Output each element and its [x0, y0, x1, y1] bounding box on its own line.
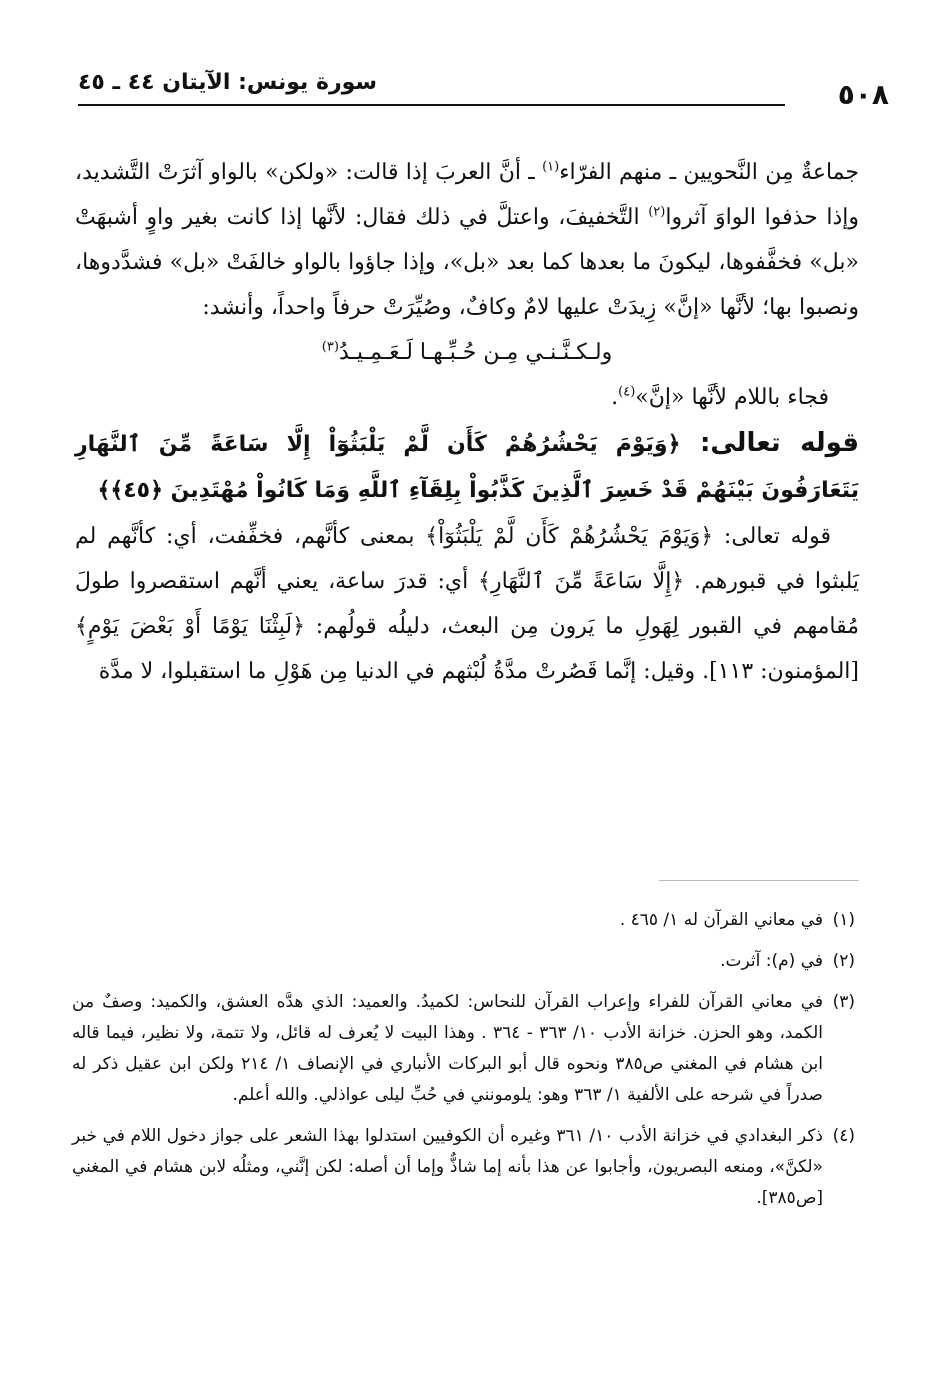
footnote-3	[72, 987, 855, 1111]
paragraph-text: التَّخفيفَ، واعتلَّ في ذلك فقال: لأنَّها إذا كانت بغير واوٍ أشبهَتْ «بل» فخفَّفوها، ليكونَ ما بعدها كما بعد «بل»، وإذا جاؤوا بالواو خالفَتْ «بل» فشدَّدوها، ونصبوا بها؛ لأنَّها «إنَّ» زِيدَتْ عليها لامٌ وكافٌ، وصُيِّرَتْ حرفاً واحداً، وأنشد:	[75, 205, 859, 320]
tafsir-commentary: قوله تعالى: ﴿وَيَوْمَ يَحْشُرُهُمْ كَأَن لَّمْ يَلْبَثُوٓاْ﴾ بمعنى كأنَّهم، فخفِّفت، أي: كأنَّهم لم يَلبثوا في قبورهم. ﴿إِلَّا سَاعَةً مِّنَ ٱلنَّهَارِ﴾ أي: قدرَ ساعة، يعني أنَّهم استقصروا طولَ مُقامهم في القبور لِهَولِ ما يَرون مِن البعث، دليلُه قولُهم: ﴿لَبِثْنَا يَوْمًا أَوْ بَعْضَ يَوْمٍ﴾ [المؤمنون: ١١٣]. وقيل: إنَّما قَصُرتْ مدَّةُ لُبْثهم في الدنيا مِن هَوْلِ ما استقبلوا، لا مدَّة	[75, 524, 860, 684]
footnote-text: ذكر البغدادي في خزانة الأدب ١٠/ ٣٦١ وغيره أن الكوفيين استدلوا بهذا الشعر على جواز دخول اللام في خبر «لكنَّ»، ومنعه البصريون، وأجابوا عن هذا بأنه إما شاذٌّ وإما أن أصله: لكن إنَّني، ومثلُه لابن هشام في المغني [ص٣٨٥].	[72, 1126, 823, 1208]
paragraph-text: .	[611, 385, 619, 410]
footnote-number: (٤)	[832, 1126, 855, 1146]
footnotes	[72, 905, 855, 1224]
footnote-text: في معاني القرآن له ١/ ٤٦٥ .	[619, 910, 823, 930]
footnote-4	[72, 1121, 855, 1214]
paragraph-text: ـ أنَّ العربَ إذا قالت: «ولكن» بالواو آثرَتْ التَّشديد، وإذا حذفوا الواوَ آثروا	[75, 160, 860, 230]
paragraph-conclusion	[75, 375, 859, 420]
footnote-number: (٢)	[832, 951, 855, 971]
verse-lead: قوله تعالى:	[680, 428, 860, 458]
header-rule	[78, 104, 785, 106]
footnote-1	[72, 905, 855, 936]
main-text	[75, 150, 859, 694]
footnote-2	[72, 946, 855, 977]
verse-text: ولـكـنَّـنـي مِـن حُـبِّـهـا لَـعَـمِـيـدُ	[338, 340, 613, 365]
footnote-number: (٣)	[832, 992, 855, 1012]
running-title: سورة يونس: الآيتان ٤٤ ـ ٤٥	[78, 70, 378, 95]
paragraph-grammar	[75, 150, 859, 330]
footnote-divider	[659, 880, 859, 881]
footnote-ref-4: (٤)	[618, 384, 636, 400]
footnote-number: (١)	[832, 910, 855, 930]
footnote-ref-2: (٢)	[648, 204, 666, 220]
quran-verse-heading	[75, 420, 859, 514]
footnote-ref-3: (٣)	[321, 339, 339, 355]
footnote-ref-1: (١)	[542, 159, 560, 175]
page-header	[78, 70, 889, 118]
quran-verse-text: ﴿وَيَوْمَ يَحْشُرُهُمْ كَأَن لَّمْ يَلْبَثُوٓاْ إِلَّا سَاعَةً مِّنَ ٱلنَّهَارِ يَتَعَارَفُونَ بَيْنَهُمْ قَدْ خَسِرَ ٱلَّذِينَ كَذَّبُواْ بِلِقَآءِ ٱللَّهِ وَمَا كَانُواْ مُهْتَدِينَ ﴿٤٥﴾﴾	[75, 432, 859, 503]
poetry-verse	[75, 330, 859, 375]
footnote-text: في (م): آثرت.	[720, 951, 823, 971]
paragraph-text: جماعةٌ مِن النَّحويين ـ منهم الفرّاء	[559, 160, 859, 185]
paragraph-text: فجاء باللام لأنَّها «إنَّ»	[635, 385, 829, 410]
page-number: ٥٠٨	[837, 78, 889, 111]
footnote-text: في معاني القرآن للفراء وإعراب القرآن للنحاس: لكميدُ. والعميد: الذي هدَّه العشق، والكميد: وصفٌ من الكمد، وهو الحزن. خزانة الأدب ١٠/ ٣٦٣ - ٣٦٤ . وهذا البيت لا يُعرف له قائل، ولا تتمة، ولا نظير، فيما قاله ابن هشام في المغني ص٣٨٥ ونحوه قال أبو البركات الأنباري في الإنصاف ١/ ٢١٤ ولكن ابن عقيل ذكر له صدراً في شرحه على الألفية ١/ ٣٦٣ وهو: يلومونني في حُبِّ ليلى عواذلي. والله أعلم.	[72, 992, 824, 1105]
